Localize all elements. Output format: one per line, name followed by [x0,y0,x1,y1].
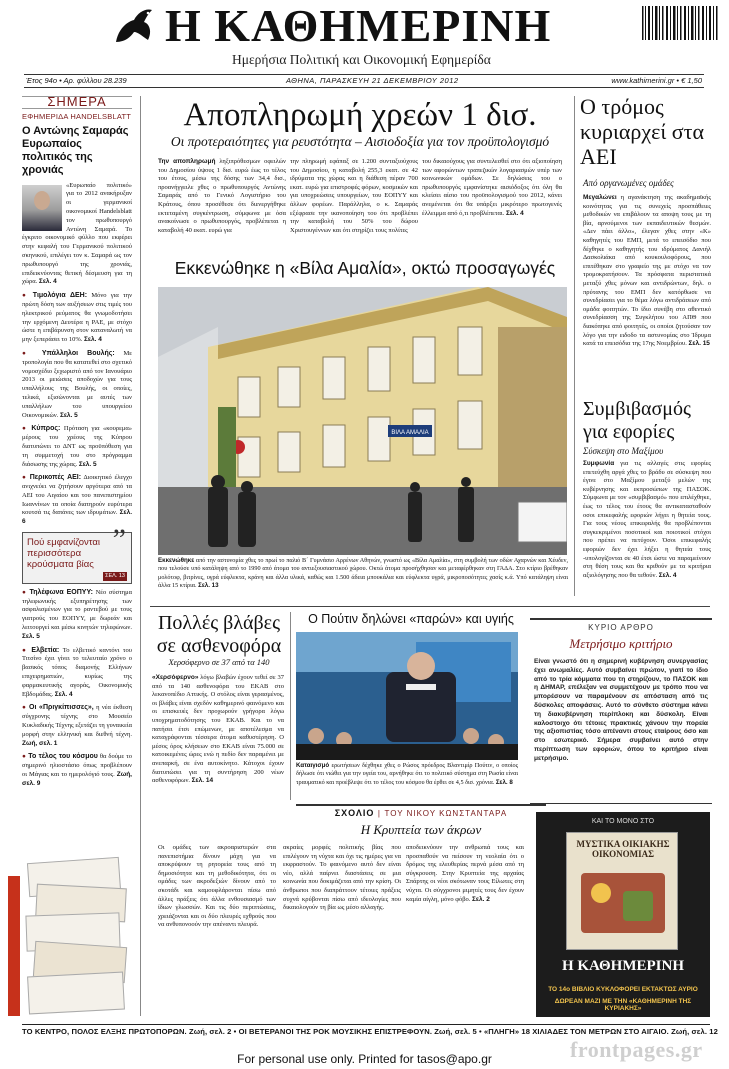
barcode-icon [640,4,720,48]
brief-ref[interactable]: Σελ. 5 [22,632,40,640]
brief-item: ● Κύπρος: Πρόταση για «κουρεμα» μέρους του χρέους της Κύπρου διατυπώνει το ΔΝΤ ως προϋπόθεση για τη συμμετοχή του στο πρόγραμμα διάσωσης της χώρας. Σελ. 5 [22,425,132,468]
mid-right-headline[interactable]: Συμβιβασμός για εφορίες [583,398,691,443]
bottom-teaser-strip[interactable]: ΤΟ ΚΕΝΤΡΟ, ΠΟΛΟΣ ΕΛΞΗΣ ΠΡΩΤΟΠΟΡΩΝ. Ζωή, σελ. 2 • ΟΙ ΒΕΤΕΡΑΝΟΙ ΤΗΣ ΡΟΚ ΜΟΥΣΙΚΗΣ ΕΠΙΣΤΡΕΦΟΥΝ. Ζωή, σελ. 5 • «ΠΛΗΓΗ» 18 ΧΙΛΙΑΔΕΣ ΤΟΝ ΜΕΤΡΩΝ ΣΤΟ ΑΙΓΑΙΟ. Ζωή, σελ. 12 [22,1024,710,1040]
brief-ref[interactable]: Σελ. 4 [54,690,73,698]
photo-story-headline[interactable]: Εκκενώθηκε η «Βίλα Αμαλία», οκτώ προσαγωγές [174,258,556,278]
brief-item: ● Οι «Πριγκίπισσες», η νέα έκθεση σύγχρονης τέχνης στο Μουσείο Κυκλαδικής Τέχνης εξετάζει τη γυναικεία μορφή στην ελληνική και διεθνή τέχνη. Ζωή, σελ. 1 [22,704,133,747]
brief-head: Το τέλος του κόσμου [28,753,98,761]
masthead-title: Η ΚΑΘΗΜΕΡΙΝΗ [165,0,552,51]
samaras-photo [22,185,62,231]
villa-amalia-photo [158,287,567,555]
scholio-header: ΣΧΟΛΙΟ | ΤΟΥ ΝΙΚΟΥ ΚΩΝΣΤΑΝΤΑΡΑ [296,804,546,818]
editorial-label: ΚΥΡΙΟ ΑΡΘΡΟ [588,623,654,632]
brief-ref[interactable]: Σελ. 4 [84,336,102,344]
samaras-ref[interactable]: Σελ. 4 [38,278,57,286]
dateline: ΑΘΗΝΑ, ΠΑΡΑΣΚΕΥΗ 21 ΔΕΚΕΜΒΡΙΟΥ 2012 [286,76,459,85]
lead-column-2: την πληρωμή εφάπαξ σε 1.200 συνταξιούχους του Δημοσίου, η καταβολή 255,3 εκατ. σε 42 ιδρύματα της χώρας και η διάθεση πέραν 700 εκατ. ευρώ για επιστροφές φόρων, κοσμικών και για υποχρεώσεις υπουργείων, του ΕΟΠΥΥ και άλλων φορέων. Παράλληλα, ο κ. Σαμαράς εξέφρασε την ικανοποίηση του ότι προβλέπει την καταβολή του 50% του δώρου Χριστουγέννων και ότι στηρίζει τους πολίτες [290,158,418,234]
ad-top-text: ΚΑΙ ΤΟ ΜΟΝΟ ΣΤΟ [591,818,655,825]
column-divider [290,612,291,800]
brief-text: θα δούμε το σημερινό ηλιοστάσιο όπως προβλέπουν οι Μάγιας και το ημερολόγιό τους. [22,753,132,779]
street-sign: ΒΙΛΑ ΑΜΑΛΙΑ [391,430,429,436]
right-top-text [583,194,711,349]
brief-item: ● Τηλέφωνα ΕΟΠΥΥ: Νέο σύστημα τηλεφωνικής εξυπηρέτησης των ασφαλισμένων για το ραντεβού με τους γιατρούς του ΕΟΠΥΥ, με δωρεάν και λειτουργεί και μέσω κινητών τηλεφώνων. Σελ. 5 [22,588,132,640]
brief-ref[interactable]: Ζωή, σελ. 1 [22,739,58,747]
book-advertisement[interactable] [536,812,710,1017]
book-cover [566,832,678,950]
brief-text: Πρόταση για «κουρεμα» μέρους του χρέους της Κύπρου διατυπώνει το ΔΝΤ ως προϋπόθεση για τη συμμετοχή του στο πρόγραμμα διάσωσης της χώρας. [22,425,132,468]
watermark: frontpages.gr [570,1037,703,1062]
quote-icon: ” [112,523,126,557]
brief-ref[interactable]: Σελ. 5 [78,460,97,468]
scholio-label: ΣΧΟΛΙΟ [334,808,375,818]
scholio-column-3 [406,844,524,904]
scholio-column-2: ακραίες μορφές πολιτικής βίας που επιλέγουν τη νύχτα και όχι τις ημέρες για να εκφραστούν. Το φαινόμενο αυτό δεν είναι νέο, αλλά παίρνει διαστάσεις σε μια κοινωνία που δοκιμάζεται από την κρίση. Οι άνθρωποι που διαπράττουν τέτοιες πράξεις συχνά κρύβονται πίσω από ιδεολογίες που δικαιολογούν τη βία ως μέσο αλλαγής. [283,844,401,912]
book-title: ΜΥΣΤΙΚΑ ΟΙΚΙΑΚΗΣ ΟΙΚΟΝΟΜΙΑΣ [576,839,670,859]
brief-head: Κύπρος: [31,425,61,433]
brief-item: ● Περικοπές ΑΕΙ: Διοικητικό έλεγχο ανιχνεύει να ζητήσουν αργότερα από τα ΑΕΙ του Αιγαίου και του πανεπιστημίου Ιωαννίνων τα οποία διατηρούν ευρύτερα κουτσά τις δαπάνες των ιδρυμάτων. Σελ. 6 [22,474,133,526]
left-headline[interactable]: Ο Αντώνης Σαμαράς Ευρωπαίος πολιτικός της χρονιάς [22,124,129,176]
lead-in: Συμφωνία [583,460,615,467]
column-divider [140,96,141,1016]
lead-text: του δικαιούχους για συντελεσθεί στο ότι αξιοποίηση των αφορώντων τραπεζικών λογαριασμών υπέρ των κοινωνικών ομάδων. Σε δηλώσεις του ο πρωθυπουργός εμφανίστηκε αισιόδοξος ότι όλη θα κλείσει αίσιο του προϋπολογισμού του 2012, κάνει ανεμένεται ότι θα υπάρξει μικρότερο πρωτογενές έλλειμμα από ό,τι προβλέπεται. [422,158,562,217]
newspapers-stack-image [22,856,132,1016]
brief-text: Νέο σύστημα τηλεφωνικής εξυπηρέτησης των ασφαλισμένων για το ραντεβού με τους γιατρούς του ΕΟΠΥΥ, με δωρεάν και λειτουργεί και μέσω κινητών τηλεφώνων. [22,588,132,632]
brief-text: Με τροπολογία που θα κατατεθεί στο σχετικό νομοσχέδιο ξεχωριστό από τον Ιανουάριο 2013 οι μειώσεις αποδοχών για τους υπαλλήλους της Βουλής, οι οποίες, τελικά, εξισώνονται με αυτές των υπαλλήλων του υπουργείου Οικονομικών. [22,349,133,419]
story-text: η αγανάκτηση της ακαδημαϊκής κοινότητας για τις συνεχείς προσπάθειες μεθοδικών να επιβάλουν τα αποψη τους με τη βία, αρνούμενοι των εκπαιδευτικών θεσμών. «Δεν πάει άλλο», έλεγαν χθες στην «Κ» καθηγητές του ΕΜΠ, μετά το επεισόδιο που δέχθηκε ο καθηγητής του ιδρύματος Δανιήλ Δασκολιάκα από κουκουλοφόρους, που επιτέθηκαν στο γραφείο της με στόχο να τον τρομοκρατήσουν. Τα πρόσφατα περιστατικά μεταξύ χθες μόνων και αντιδρώντων, δηλ. ο πρύτανης του ΕΜΠ δεν κατόρθωσε να συνεδρίασει για το θέμα λόγω αντιδράσεων από ομάδα φοιτητών. Το ίδιο συνέβη στο αθεντικό συνεδρίασση της Συγκλήτου του ΑΠΘ που διακόπηκε από φοιτητές, οι οποίοι ζητούσαν τον λόγο για την ειδοδο τα αστυνομίας στο Ίδρυμα κατά τα επεισόδια της 17ης Νοεμβρίου. [583,194,711,348]
putin-headline[interactable]: Ο Πούτιν δηλώνει «παρών» και υγιής [308,612,514,626]
brief-head: Οι «Πριγκίπισσες», [29,704,94,712]
ad-line-1: ΤΟ 14ο ΒΙΒΛΙΟ ΚΥΚΛΟΦΟΡΕΙ ΕΚΤΑΚΤΩΣ ΑΥΡΙΟ [548,986,698,993]
scholio-column-1: Οι ομάδες των ακροαριστερών στα πανεπιστήμια δίνουν μάχη για να αποκρύψουν τη ρητορεία τους από τη δημοσιότητα και τη μεθοδικότητα, ότι οι ομάδες των ακροδεξιών δίνουν από το σκοτάδι και καμουφλάρονται πίσω από άλλες πράξεις ότι άλλα ενθουσιασμό των ίδιων γλωσσών. Και τις δύο περιπτώσεις, χρειάζονται και οι δύο πλευρές εχθρούς που να ανθυπονοούν την απέναντι πλευρά. [158,844,276,929]
brief-ref[interactable]: Ζωή, σελ. 9 [22,771,132,787]
masthead-subtitle: Ημερήσια Πολιτική και Οικονομική Εφημερίδα [232,52,491,67]
story-text: λόγω βλαβών έχουν τεθεί σε 37 από τα 140 ασθενοφόρα του ΕΚΑΒ στο λεκανοπέδιο Αττικής. Ο στόλος είναι γερασμένος, οι βλάβες είναι σχεδόν καθημερινό φαινόμενο και οι επισκευές δεν προχωρούν γρήγορα λόγω υποχρηματοδότησης του ΕΚΑΒ. Και το να πατήσει έτσι επώμενων, με αποτέλεσμα να καταγράφονται τέσσερα άτομα καθυστέρηση. Ο μέσος όρος κλήσεων στο ΕΚΑΒ είναι 75.000 σε κατοικεμένες ώρες ενώ η πεδίο δεν παραμένει με ανεπαρκή, σε ένα αυτοκίνητο. Κάτοχοι έχουν διατυπώσει για τη συντήρηση 200 νέων ασθενοφόρων. [152,674,284,785]
brief-text: Το ελβετικό καντόνι του Τιτσίνο έχει γίνει το τελευταίο χρόνο ο βασικός τόπος διαμονής Ελλήνων επιχειρηματιών, κυρίως της φαρμακευτικής αγοράς, Οικονομικής Εβδομάδας. [22,646,132,698]
lead-in: Μεγαλώνει [583,194,617,201]
brief-head: Ελβετία: [31,646,60,654]
story-text: αποδεικνύουν την ανθρωπιά τους και προσπαθούν να πείσουν τη νεολαία ότι ο δρόμος της ελευθερίας περνά μέσα από τη σύγκρουση. Στην Κρυπτεία της αρχαίας Σπάρτης οι νέοι σκότωναν τους Είλωτες στη νύχτα. Οι σύγχρονοι μιμητές τους δεν έχουν καμία αίγλη, μόνο φόβο. [406,844,524,903]
brief-item: ● Τιμολόγια ΔΕΗ: Μόνο για την πρώτη δόση των αυξήσεων στις τιμές του ηλεκτρικού ρεύματος θα γνωμοδοτήσει την ερχόμενη Δευτέρα η ΡΑΕ, με στόχο ώστε η επιβάρυνση στον καταναλωτή να μην ξεπεράσει το 10%. Σελ. 4 [22,292,133,344]
caption-text: από την αστυνομία χθες το πρωί το παλιό Β΄ Γυμνάσιο Αρρένων Αθηνών, γνωστό ως «Βίλα Αμαλία», στη συμβολή των οδών Αχαρνών και Χέυδεν, που τελούσε υπό κατάληψη από το 1990 από άτομα του αντιεξουσιαστικού χώρου. Οκτώ άτομα προσήχθησαν και μεταφέρθηκαν στη ΓΑΔΑ. Στο κτίριο βρέθηκαν μολότοφ, βιτρίνες, υγρά εύφλεκτα, κράνη και άλλα υλικά, καθώς και 1.500 άδεια μπουκάλια και εύφλεκτα υγρά, μικροποσότητες χασίς κ.ά. Υπό κατάληψη είναι άλλα 15 κτίρια. [158,557,568,590]
ad-brand: Η ΚΑΘΗΜΕΡΙΝΗ [561,958,685,974]
column-divider [574,96,575,596]
promo-text: Πού εμφανίζονται περισσότερα κρούσματα βίας [27,537,101,571]
section-rule [150,606,710,607]
brief-head: Τιμολόγια ΔΕΗ: [32,292,88,300]
story-text: για τις αλλαγές στις εφορίες επετεύχθη αργά χθες το βράδυ σε σύσκεψη που έγινε στο Μαξίμου μεταξύ μελών της κυβέρνησης και εκπροσώπων της ΠΑΣΟΚ. Σύμφωνα με τον «συμβιβασμό» που επιλέχθηκε, έως το τέλος του έτους θα αντικατασταθούν οσοι επικεφαλής εφοριών λήγει η θητεία τους. Για τους νέους επικεφαλής θα προβλέπονται συγκεκριμένοι ποσοτικοί και ποιοτικοί στόχοι που πρέπει να πετύχουν. Όσοι επικεφαλής εφοριών δεν έχει λήξει η θητεία τους -υπολογίζονται σε 40 έτσι ώστε να παραμείνουν στη θέση τους και θα κριθούν με τα κριτήρια αξιολόγησης που θα τεθούν. [583,460,712,579]
story-ref[interactable]: Σελ. 14 [191,777,214,785]
print-footer: For personal use only. Printed for tasos@apo.gr [237,1052,492,1066]
putin-caption [296,762,518,787]
logo-icon [108,2,158,50]
lead-text: ληξιπρόθεσμων οφειλών του Δημοσίου ύψους 1 δισ. ευρώ έως το τέλος του έτους, μέσω της δόσης των 34,4 δισ., προανήγγειλε χθες ο πρωθυπουργός Αντώνης Σαμαράς από το Γενικό Λογιστήριο του Κράτους, όπου προσέθεσε ότι διενεργήθηκε εκτεταμένη συγκέντρωση, σύμφωνα με όσα ανακοίνωσε ο πρωθυπουργός, προβλέπεται η καταβολή 40 εκατ. ευρώ για [158,158,286,234]
editorial-box [530,618,712,804]
issue-number: Έτος 94ο • Αρ. φύλλου 28.239 [26,76,127,85]
brief-head: Περικοπές ΑΕΙ: [29,474,82,482]
right-top-subtitle: Από οργανωμένες ομάδες [583,178,674,188]
lower-left-headline[interactable]: Πολλές βλάβες σε ασθενοφόρα [156,612,282,657]
samaras-text: «Ευρωπαίο πολιτικό» για το 2012 ανακήρυξαν οι γερμανικοί οικονομικοί Handelsblatt τον πρωθυπουργό Αντώνη Σαμαρά. Το έγκριτο οικονομικό φύλλο που εκφέρει στην κεφαλή του Γερμανικού πολιτικού σκηνικού, επιλέγει τον κ. Σαμαρά ως τον πρωθυπουργό της χρονιάς, επιδεικνύοντας θετική δέσμευση για τη χώρα. [22,181,132,286]
caption-ref[interactable]: Σελ. 8 [495,778,513,786]
editorial-text: Είναι γνωστό ότι η σημερινή κυβέρνηση συνεργασίας έχει ανωμαλίες. Αυτό συμβαίνει πρώτον, γιατί το ίδιο από το τρία κόμματα που τη στηρίζουν, το ΠΑΣΟΚ και η ΔΗΜΑΡ, επέλεξαν να συμμετέχουν με τρόπο που να μπορέσουν να παραμένουν σε απόσταση από τις δύσκολες αποφάσεις. Αυτό το σύνθετο σύστημα κάνει τη διακυβέρνηση περίπλοκη και δύσκολη. Είναι καλοστοιχο ότι τέτοιες πρακτικές χάνουν την πορεία της αξιοπιστίας τόσο απέναντι στους εταίρους όσο και στο εσωτερικό. Σήμερα συμβαίνει αυτό στην περίπτωση των εφοριών, όπου το κριτήριο είναι μετρήσιμο. [534,658,708,762]
lead-column-3 [422,158,562,218]
mid-right-text [583,460,711,580]
right-top-headline[interactable]: Ο τρόμος κυριαρχεί στα ΑΕΙ [580,94,705,169]
brief-head: Τηλέφωνα ΕΟΠΥΥ: [29,588,93,596]
editorial-title[interactable]: Μετρήσιμο κριτήριο [569,636,673,651]
lower-left-text [152,674,284,786]
promo-ref: ΣΕΛ. 13 [105,573,125,580]
scholio-byline: ΤΟΥ ΝΙΚΟΥ ΚΩΝΣΤΑΝΤΑΡΑ [384,809,508,818]
issue-line [24,74,704,88]
brief-item: ● Ελβετία: Το ελβετικό καντόνι του Τιτσίνο έχει γίνει το τελευταίο χρόνο ο βασικός τόπος διαμονής Ελλήνων επιχειρηματιών, κυρίως της φαρμακευτικής αγοράς, Οικονομικής Εβδομάδας. Σελ. 4 [22,646,132,698]
today-label: ΣΗΜΕΡΑ [22,96,132,109]
brief-text: η νέα έκθεση σύγχρονης τέχνης στο Μουσείο Κυκλαδικής Τέχνης εξετάζει τη γυναικεία μορφή στην ελληνική και διεθνή τέχνη. [22,704,133,738]
lead-subtitle: Οι προτεραιότητες για ρευστότητα – Αισιοδοξία για τον προϋπολογισμό [170,134,550,149]
brief-head: Υπάλληλοι Βουλής: [41,349,115,357]
story-ref[interactable]: Σελ. 4 [658,571,677,579]
ad-line-2: ΔΩΡΕΑΝ ΜΑΖΙ ΜΕ ΤΗΝ «ΚΑΘΗΜΕΡΙΝΗ ΤΗΣ ΚΥΡΙΑΚΗΣ» [554,998,692,1012]
mid-right-subtitle: Σύσκεψη στο Μαξίμου [583,446,664,456]
brief-ref[interactable]: Σελ. 5 [59,411,78,419]
story-ref[interactable]: Σελ. 15 [688,340,710,348]
lead-in: «Χερσόφερνο» [152,674,199,681]
brief-item: ● Υπάλληλοι Βουλής: Με τροπολογία που θα κατατεθεί στο σχετικό νομοσχέδιο ξεχωριστό από τον Ιανουάριο 2013 οι μειώσεις αποδοχών για τους υπαλλήλους της Βουλής, οι οποίες, τελικά, εξισώνονται με αυτές των υπαλλήλων του υπουργείου Οικονομικών. Σελ. 5 [22,349,133,419]
samaras-brief [22,182,132,288]
story-ref[interactable]: Σελ. 2 [472,895,490,903]
putin-photo [296,632,518,760]
brief-text: Μόνο για την πρώτη δόση των αυξήσεων στις τιμές του ηλεκτρικού ρεύματος θα γνωμοδοτήσει την ερχόμενη Δευτέρα η ΡΑΕ, με στόχο ώστε η επιβάρυνση στον καταναλωτή να μην ξεπεράσει το 10%. [22,292,133,344]
caption-lead: Καταιγισμό [296,762,330,769]
brief-ref[interactable]: Σελ. 6 [22,509,133,526]
promo-box[interactable] [22,523,132,584]
website-price: www.kathimerini.gr • € 1,50 [611,76,702,85]
scholio-title[interactable]: Η Κρυπτεία των άκρων [360,822,482,837]
caption-ref[interactable]: Σελ. 13 [198,582,219,590]
photo-caption [158,557,568,591]
lower-left-subtitle: Χερσόφερνο σε 37 από τα 140 [168,657,270,667]
lead-column-1 [158,158,286,235]
caption-text: ερωτήσεων δέχθηκε χθες ο Ρώσος πρόεδρος Βλαντιμίρ Πούτιν, ο οποίος δήλωσε ότι νιώθει για την υγεία του, αρνήθηκε ότι το πολιτικό σύστημα στη Ρωσία είναι τραυματικό και προέβλεψε ότι το τέλος του κόσμου θα έρθει σε 4,5 δισ. χρόνια. [296,762,519,786]
left-kicker: ΕΦΗΜΕΡΙΔΑ HANDELSBLATT [22,111,132,121]
brief-text: Διοικητικό έλεγχο ανιχνεύει να ζητήσουν αργότερα από τα ΑΕΙ του Αιγαίου και του πανεπιστημίου Ιωαννίνων τα οποία διατηρούν ευρύτερα κουτσά τις δαπάνες των ιδρυμάτων. [22,474,132,517]
lead-ref[interactable]: Σελ. 4 [505,209,524,217]
brief-item: ● Το τέλος του κόσμου θα δούμε το σημερινό ηλιοστάσιο όπως προβλέπουν οι Μάγιας και το ημερολόγιό τους. Ζωή, σελ. 9 [22,753,132,787]
lead-in: Την αποπληρωμή [158,158,216,165]
lead-headline[interactable]: Αποπληρωμή χρεών 1 δισ. [183,97,537,133]
caption-lead: Εκκενώθηκε [158,557,195,564]
left-column [22,96,132,789]
